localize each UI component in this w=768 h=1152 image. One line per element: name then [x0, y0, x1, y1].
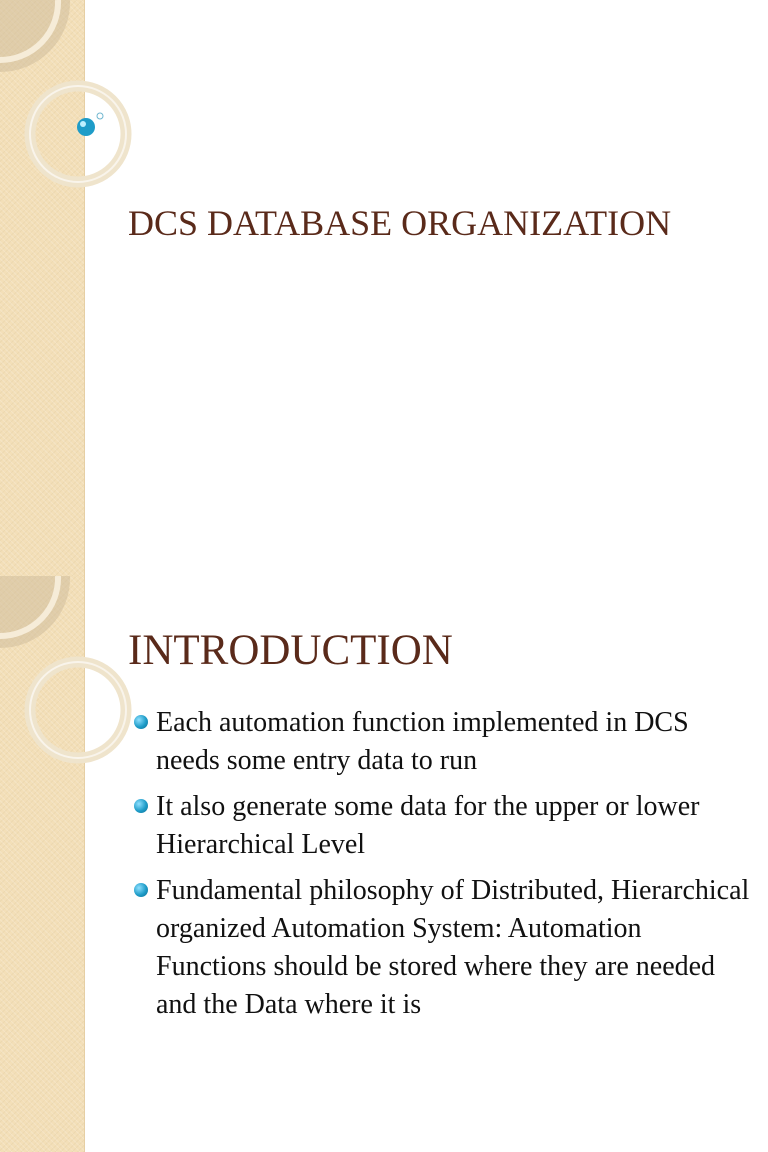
content-slide — [0, 576, 768, 1152]
blue-orb-icon — [77, 118, 95, 136]
slide-title: INTRODUCTION — [128, 627, 453, 674]
bullet-dot-icon — [134, 883, 148, 897]
bullet-dot-icon — [134, 715, 148, 729]
bullet-item — [132, 788, 752, 864]
bullet-dot-icon — [134, 799, 148, 813]
bullet-item — [132, 872, 752, 1024]
bullet-item — [132, 704, 752, 780]
bullet-list — [132, 704, 752, 1032]
slide-title: DCS DATABASE ORGANIZATION — [128, 203, 672, 243]
bullet-text: Each automation function implemented in DCS needs some entry data to run — [156, 707, 689, 776]
ring-decoration — [0, 576, 140, 776]
bullet-text: It also generate some data for the upper or lower Hierarchical Level — [156, 791, 700, 860]
bullet-text: Fundamental philosophy of Distributed, Hierarchical organized Automation System: Automation Functions should be stored where they are needed and the Data where it is — [156, 875, 750, 1020]
ring-decoration — [0, 0, 140, 200]
